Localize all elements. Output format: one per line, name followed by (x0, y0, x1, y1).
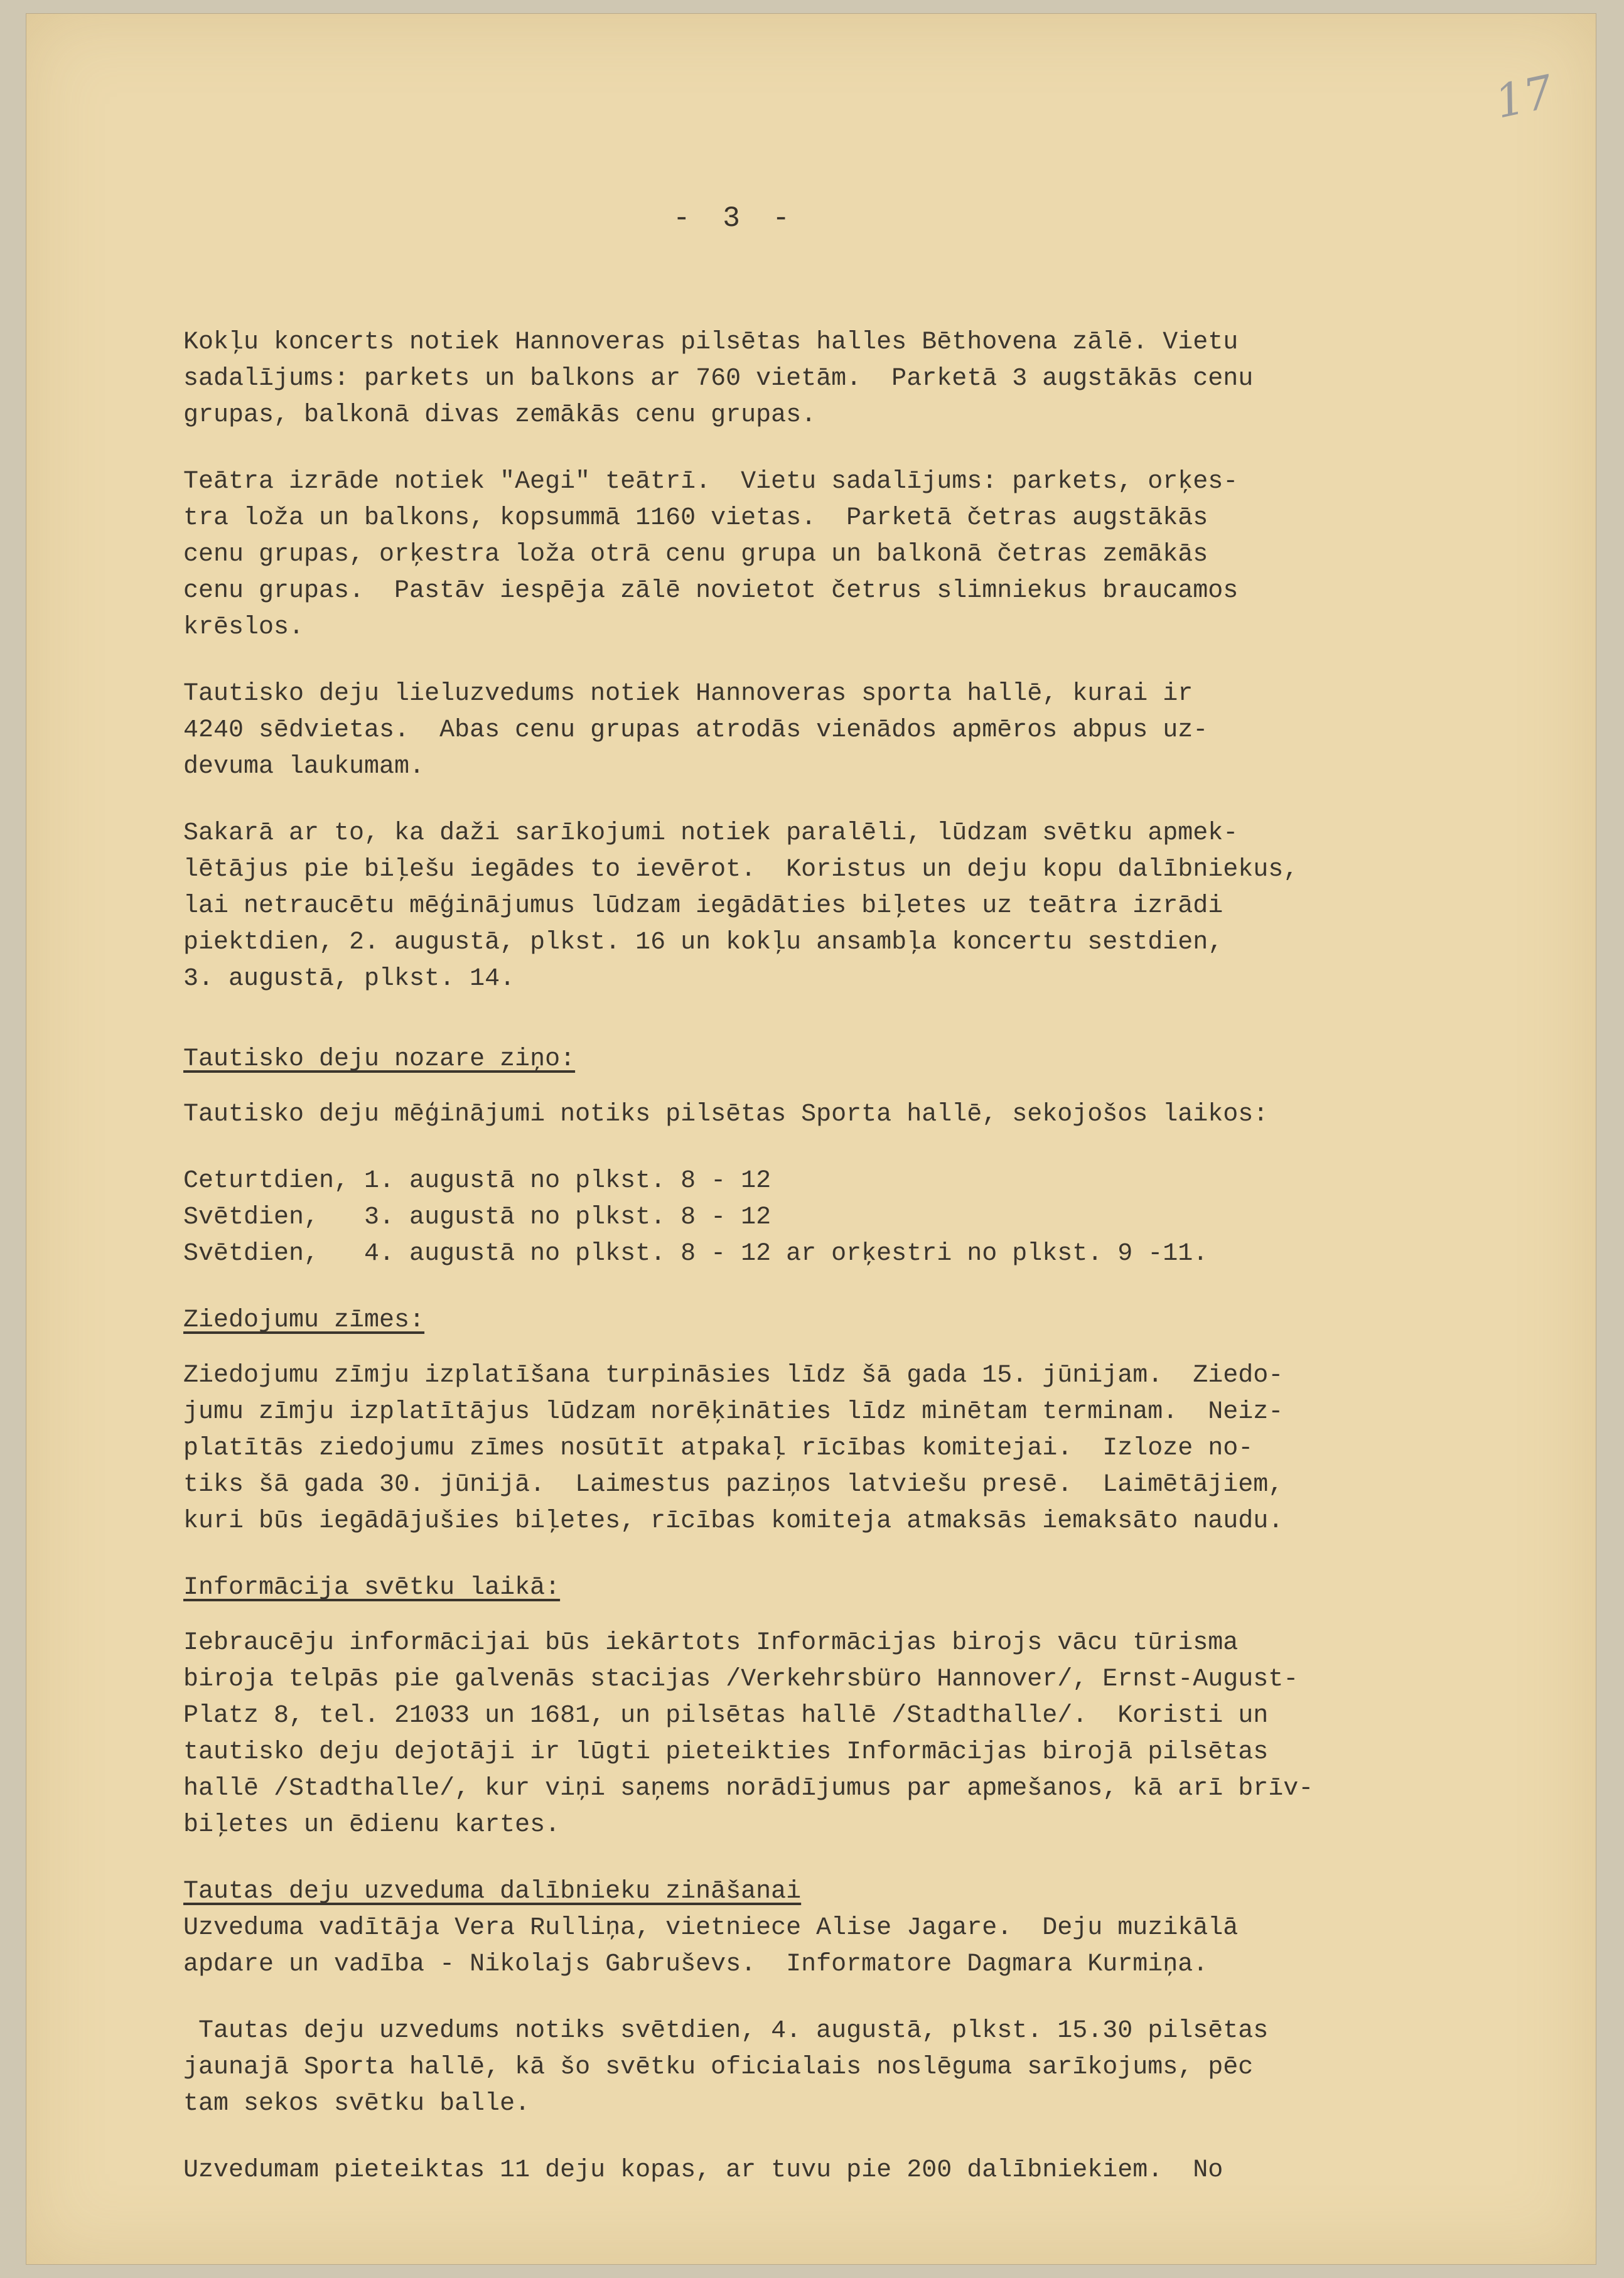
rehearsal-schedule (183, 1163, 1414, 1272)
text-line: Platz 8, tel. 21033 un 1681, un pilsētas hallē /Stadthalle/. Koristi un (183, 1702, 1269, 1730)
text-line: Kokļu koncerts notiek Hannoveras pilsētas halles Bēthovena zālē. Vietu (183, 328, 1239, 357)
section-heading-info: Informācija svētku laikā: (183, 1574, 561, 1602)
page-number: - 3 - (673, 202, 798, 235)
paragraph-dance-show (183, 676, 1414, 785)
text-line: grupas, balkonā divas zemākās cenu grupas. (183, 401, 817, 429)
schedule-row: Svētdien, 4. augustā no plkst. 8 - 12 ar orķestri no plkst. 9 -11. (183, 1240, 1208, 1268)
section-heading-participants: Tautas deju uzveduma dalībnieku zināšanai (183, 1878, 802, 1906)
text-line: cenu grupas, orķestra loža otrā cenu grupa un balkonā četras zemākās (183, 540, 1208, 569)
text-line: jumu zīmju izplatītājus lūdzam norēķināties līdz minētam terminam. Neiz- (183, 1398, 1284, 1426)
text-line: tra loža un balkons, kopsummā 1160 vietas. Parketā četras augstākās (183, 504, 1208, 532)
text-line: devuma laukumam. (183, 753, 425, 781)
paragraph-tickets (183, 815, 1414, 997)
text-line: Tautas deju uzvedums notiks svētdien, 4. augustā, plkst. 15.30 pilsētas (183, 2017, 1269, 2045)
text-line: lai netraucētu mēģinājumus lūdzam iegādāties biļetes uz teātra izrādi (183, 892, 1223, 920)
schedule-row: Svētdien, 3. augustā no plkst. 8 - 12 (183, 1203, 772, 1232)
section-heading-donations: Ziedojumu zīmes: (183, 1306, 425, 1335)
dance-intro: Tautisko deju mēģinājumi notiks pilsētas Sporta hallē, sekojošos laikos: (183, 1100, 1269, 1129)
text-line: tiks šā gada 30. jūnijā. Laimestus paziņos latviešu presē. Laimētājiem, (183, 1471, 1284, 1499)
document-body (183, 325, 1414, 2189)
paragraph-leaders (183, 1910, 1414, 1983)
paragraph-groups (183, 2152, 1414, 2189)
text-line: 3. augustā, plkst. 14. (183, 965, 515, 993)
text-line: lētājus pie biļešu iegādes to ievērot. Koristus un deju kopu dalībniekus, (183, 856, 1299, 884)
text-line: Sakarā ar to, ka daži sarīkojumi notiek paralēli, lūdzam svētku apmek- (183, 819, 1239, 847)
text-line: platītās ziedojumu zīmes nosūtīt atpakaļ rīcības komitejai. Izloze no- (183, 1434, 1254, 1463)
text-line: Uzveduma vadītāja Vera Rulliņa, vietniece Alise Jagare. Deju muzikālā (183, 1914, 1239, 1942)
text-line: biļetes un ēdienu kartes. (183, 1811, 561, 1839)
text-line: biroja telpās pie galvenās stacijas /Verkehrsbüro Hannover/, Ernst-August- (183, 1665, 1299, 1694)
text-line: krēslos. (183, 613, 304, 642)
text-line: tautisko deju dejotāji ir lūgti pieteikties Informācijas birojā pilsētas (183, 1738, 1269, 1766)
document-page (26, 14, 1596, 2264)
paragraph-theatre (183, 464, 1414, 646)
text-line: cenu grupas. Pastāv iespēja zālē novietot četrus slimniekus braucamos (183, 577, 1239, 605)
text-line: piektdien, 2. augustā, plkst. 16 un kokļu ansambļa koncertu sestdien, (183, 928, 1223, 957)
paragraph-kokles-concert (183, 325, 1414, 434)
text-line: Teātra izrāde notiek "Aegi" teātrī. Vietu sadalījums: parkets, orķes- (183, 468, 1239, 496)
text-line: 4240 sēdvietas. Abas cenu grupas atrodās vienādos apmēros abpus uz- (183, 716, 1208, 744)
archive-number: 17 (1490, 65, 1558, 129)
text-line: Ziedojumu zīmju izplatīšana turpināsies līdz šā gada 15. jūnijam. Ziedo- (183, 1362, 1284, 1390)
paragraph-performance (183, 2013, 1414, 2122)
text-line: Iebraucēju informācijai būs iekārtots Informācijas birojs vācu tūrisma (183, 1629, 1239, 1657)
text-line: Tautisko deju lieluzvedums notiek Hannoveras sporta hallē, kurai ir (183, 680, 1193, 708)
text-line: sadalījums: parkets un balkons ar 760 vietām. Parketā 3 augstākās cenu (183, 365, 1254, 393)
text-line: hallē /Stadthalle/, kur viņi saņems norādījumus par apmešanos, kā arī brīv- (183, 1775, 1314, 1803)
text-line: apdare un vadība - Nikolajs Gabruševs. Informatore Dagmara Kurmiņa. (183, 1950, 1208, 1979)
paragraph-info (183, 1625, 1414, 1844)
schedule-row: Ceturtdien, 1. augustā no plkst. 8 - 12 (183, 1167, 772, 1195)
section-heading-dance: Tautisko deju nozare ziņo: (183, 1045, 576, 1073)
text-line: Uzvedumam pieteiktas 11 deju kopas, ar tuvu pie 200 dalībniekiem. No (183, 2156, 1223, 2184)
text-line: jaunajā Sporta hallē, kā šo svētku oficialais noslēguma sarīkojums, pēc (183, 2053, 1254, 2082)
text-line: kuri būs iegādājušies biļetes, rīcības komiteja atmaksās iemaksāto naudu. (183, 1507, 1284, 1535)
text-line: tam sekos svētku balle. (183, 2090, 530, 2118)
paragraph-donations (183, 1358, 1414, 1540)
